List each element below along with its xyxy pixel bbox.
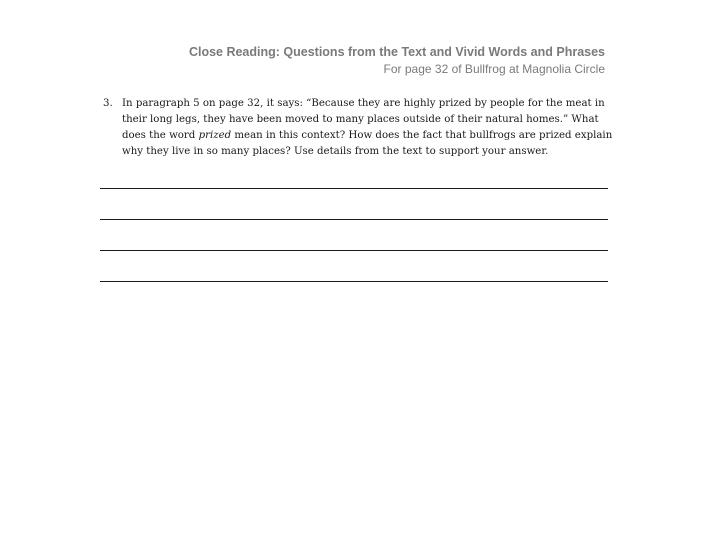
page-header <box>189 44 605 78</box>
header-subtitle: For page 32 of Bullfrog at Magnolia Circle <box>383 62 605 76</box>
answer-line[interactable] <box>100 250 608 251</box>
question-3 <box>103 96 613 160</box>
question-text-part-2: mean in this context? How does the fact that bullfrogs are prized explain why they live in so many places? Use details from the text to support your answer. <box>122 130 613 157</box>
answer-line[interactable] <box>100 188 608 189</box>
question-text <box>122 96 613 160</box>
question-italic-word: prized <box>198 130 232 141</box>
question-text-part-1: In paragraph 5 on page 32, it says: “Because they are highly prized by people for the meat in their long legs, they have been moved to many places outside of their natural homes.” What does the word <box>122 98 605 141</box>
header-title: Close Reading: Questions from the Text and Vivid Words and Phrases <box>188 45 605 59</box>
answer-lines[interactable] <box>100 188 608 312</box>
answer-line[interactable] <box>100 219 608 220</box>
answer-line[interactable] <box>100 281 608 282</box>
question-number: 3. <box>103 98 113 109</box>
